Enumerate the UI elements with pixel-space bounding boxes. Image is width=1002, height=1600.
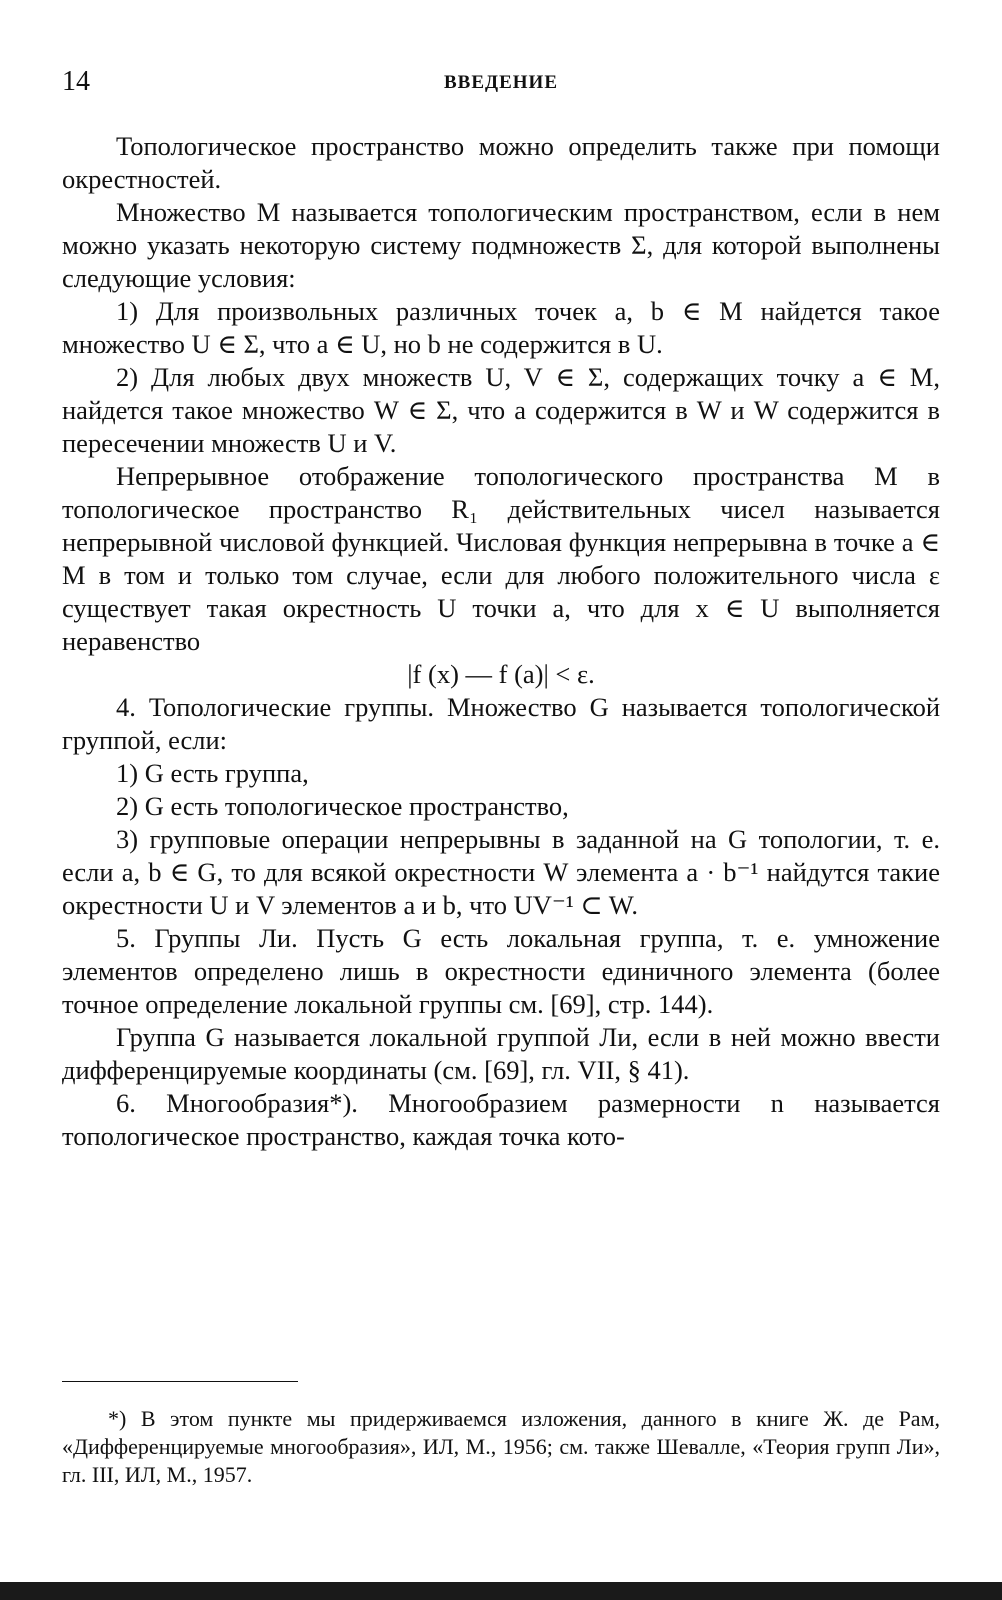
page-number: 14 (62, 66, 90, 97)
page-header (62, 66, 940, 106)
section-lie-groups: 5. Группы Ли. Пусть G есть локальная группа, т. е. умножение элементов определено лишь в окрестности единичного элемента (более точное определение локальной группы см. [69], стр. 144). (62, 923, 940, 1019)
formula-inequality: |f (x) — f (a)| < ε. (407, 659, 595, 689)
footnote (62, 1405, 940, 1489)
paragraph: 1) Для произвольных различных точек a, b ∈ M найдется такое множество U ∈ Σ, что a ∈ U, но b не содержится в U. (62, 296, 940, 359)
paragraph: 2) Для любых двух множеств U, V ∈ Σ, содержащих точку a ∈ M, найдется такое множество W ∈ Σ, что a содержится в W и W содержится в пересечении множеств U и V. (62, 362, 940, 458)
paragraph: Множество M называется топологическим пространством, если в нем можно указать некоторую систему подмножеств Σ, для которой выполнены следующие условия: (62, 197, 940, 293)
book-page (62, 66, 940, 1153)
section-manifolds: 6. Многообразия*). Многообразием размерности n называется топологическое пространство, каждая точка кото- (62, 1088, 940, 1151)
paragraph: 2) G есть топологическое пространство, (116, 791, 569, 821)
paragraph: 3) групповые операции непрерывны в заданной на G топологии, т. е. если a, b ∈ G, то для всякой окрестности W элемента a · b⁻¹ найдутся такие окрестности U и V элементов a и b, что UV⁻¹ ⊂ W. (62, 824, 940, 920)
body-text (62, 130, 940, 1153)
scan-edge (0, 1582, 1002, 1600)
paragraph: Непрерывное отображение топологического пространства M в топологическое пространство R₁ действительных чисел называется непрерывной числовой функцией. Числовая функция непрерывна в точке a ∈ M в том и только том случае, если для любого положительного числа ε существует такая окрестность U точки a, что для x ∈ U выполняется неравенство (62, 461, 940, 656)
section-topological-groups: 4. Топологические группы. Множество G называется топологической группой, если: (62, 692, 940, 755)
paragraph: Группа G называется локальной группой Ли, если в ней можно ввести дифференцируемые координаты (см. [69], гл. VII, § 41). (62, 1022, 940, 1085)
footnote-text: *) В этом пункте мы придерживаемся изложения, данного в книге Ж. де Рам, «Дифференцируемые многообразия», ИЛ, М., 1956; см. также Шевалле, «Теория групп Ли», гл. III, ИЛ, М., 1957. (62, 1406, 940, 1487)
paragraph: Топологическое пространство можно определить также при помощи окрестностей. (62, 131, 940, 194)
footnote-rule (62, 1381, 298, 1382)
paragraph: 1) G есть группа, (116, 758, 309, 788)
running-head: ВВЕДЕНИЕ (444, 72, 558, 93)
